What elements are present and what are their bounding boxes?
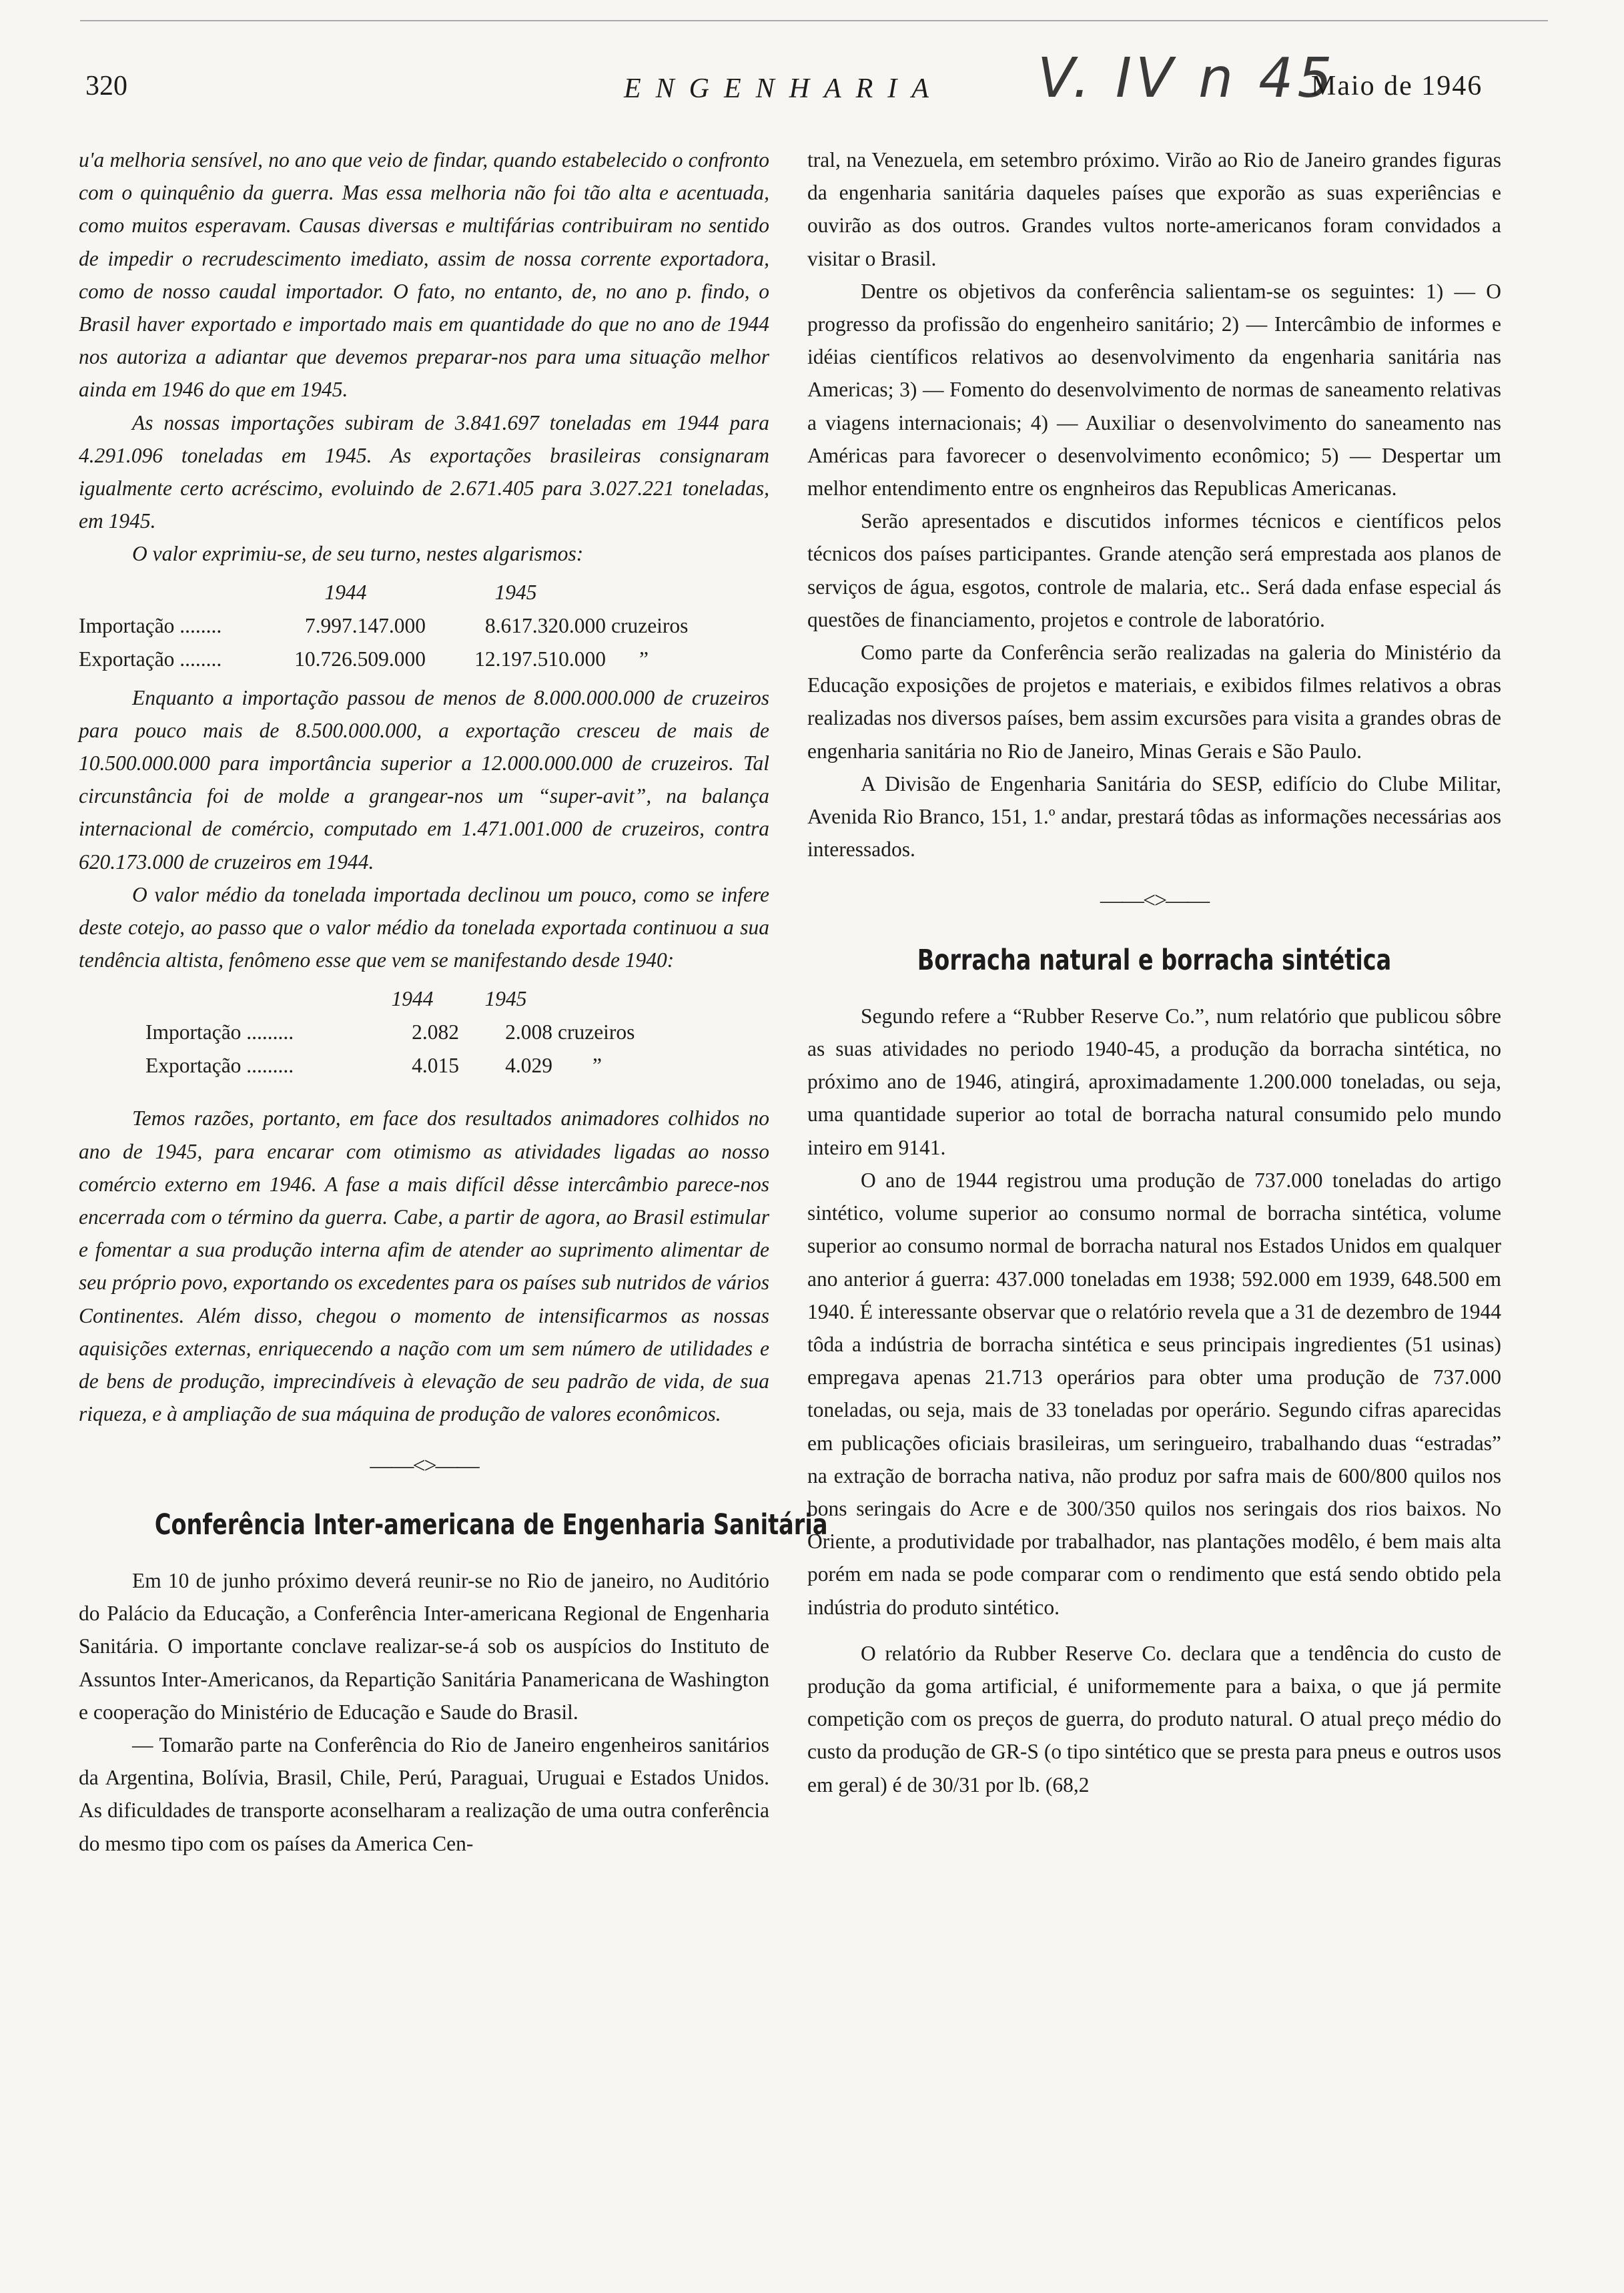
section-ornament: ——<>—— — [370, 1453, 478, 1478]
paragraph: Em 10 de junho próximo deverá reunir-se no Rio de janeiro, no Auditório do Palácio da Educação, a Conferência Inter-americana Regional de Engenharia Sanitária. O importante conclave realizar-se-á sob os auspícios do Instituto de Assuntos Inter-Americanos, da Repartição Sanitária Panamericana de Washington e cooperação do Ministério de Educação e Saude do Brasil. — [79, 1568, 769, 1724]
value-cell: 12.197.510.000 — [474, 647, 606, 671]
section-title: Conferência Inter-americana de Engenharia Sanitária — [154, 1508, 828, 1542]
row-label: Exportação ........ — [79, 647, 222, 671]
page-number: 320 — [85, 71, 127, 101]
table-header-cell: 1944 — [391, 987, 434, 1011]
paragraph: O valor médio da tonelada importada declinou um pouco, como se infere deste cotejo, ao passo que o valor médio da tonelada exportada continuou a sua tendência altista, fenômeno esse que vem se manifestando desde 1940: — [79, 882, 769, 972]
paragraph: Dentre os objetivos da conferência salientam-se os seguintes: 1) — O progresso da profissão do engenheiro sanitário; 2) — Intercâmbio de informes e idéias científicos relativos ao desenvolvimento da engenharia sanitária nas Americas; 3) — Fomento do desenvolvimento de normas de saneamento relativas a viagens internacionais; 4) — Auxiliar o desenvolvimento do saneamento nas Américas para favorecer o desenvolvimento econômico; 5) — Despertar um melhor entendimento entre os engnheiros das Republicas Americanas. — [807, 279, 1501, 501]
table-header-cell — [145, 982, 366, 1015]
paragraph: O valor exprimiu-se, de seu turno, nestes algarismos: — [132, 542, 584, 566]
table-header-cell: 1945 — [484, 987, 527, 1011]
table-header-cell: 1945 — [494, 581, 537, 605]
table-row — [79, 609, 769, 643]
paragraph: Enquanto a importação passou de menos de 8.000.000.000 de cruzeiros para pouco mais de 8.500.000.000, a exportação cresceu de mais de 10.500.000.000 para importância superior a 12.000.000.000 de cruzeiros. Tal circunstância foi de molde a grangear-nos um “super-avit”, na balança internacional de comércio, computado em 1.471.001.000 de cruzeiros, contra 620.173.000 de cruzeiros em 1944. — [79, 685, 769, 874]
value-cell: 2.008 — [505, 1020, 552, 1044]
unit-cell: cruzeiros — [611, 614, 689, 638]
section-title: Borracha natural e borracha sintética — [917, 943, 1392, 977]
table-row — [79, 643, 769, 676]
paragraph: As nossas importações subiram de 3.841.697 toneladas em 1944 para 4.291.096 toneladas em 1945. As exportações brasileiras consignaram igualmente certo acréscimo, evoluindo de 2.671.405 para 3.027.221 toneladas, em 1945. — [79, 410, 769, 533]
paragraph: Segundo refere a “Rubber Reserve Co.”, num relatório que publicou sôbre as suas atividades no periodo 1940-45, a produção da borracha sintética, no próximo ano de 1946, atingirá, aproximadamente 1.200.000 toneladas, ou seja, uma quantidade superior ao total de borracha natural consumido pelo mundo inteiro em 9141. — [807, 1004, 1501, 1159]
handwritten-annotation: V. IV n 45 — [1038, 47, 1336, 110]
row-label: Importação ......... — [145, 1020, 294, 1044]
paragraph: Serão apresentados e discutidos informes técnicos e científicos pelos técnicos dos países participantes. Grande atenção será emprestada aos planos de serviços de água, esgotos, controle de malaria, etc.. Será dada enfase especial ás questões de financiamento, projetos e controle de laboratório. — [807, 509, 1501, 631]
table-header-row — [79, 576, 769, 609]
table-header-cell — [606, 576, 769, 609]
section-ornament: ——<>—— — [1100, 888, 1209, 914]
table-header-cell: 1944 — [324, 581, 367, 605]
left-column — [79, 143, 828, 1860]
value-cell: 7.997.147.000 — [304, 614, 426, 638]
issue-date: Maio de 1946 — [1311, 71, 1483, 101]
table-header-cell — [79, 576, 266, 609]
value-cell: 2.082 — [412, 1020, 459, 1044]
unit-cell: ” — [592, 1054, 602, 1078]
journal-title: ENGENHARIA — [624, 73, 943, 104]
paragraph: Temos razões, portanto, em face dos resultados animadores colhidos no ano de 1945, para encarar com otimismo as atividades ligadas ao nosso comércio externo em 1946. A fase a mais difícil dêsse intercâmbio parece-nos encerrada com o término da guerra. Cabe, a partir de agora, ao Brasil estimular e fomentar a sua produção interna afim de atender ao suprimento alimentar de seu próprio povo, exportando os excedentes para os países sub nutridos de vários Continentes. Além disso, chegou o momento de intensificarmos as nossas aquisições externas, enriquecendo a nação com um sem número de utilidades e de bens de produção, imprecindíveis à elevação de seu padrão de vida, de sua riqueza, e à ampliação de sua máquina de produção de valores econômicos. — [79, 1106, 769, 1426]
paragraph: O ano de 1944 registrou uma produção de 737.000 toneladas do artigo sintético, volume superior ao consumo normal de borracha sintética, volume superior ao consumo normal de borracha natural nos Estados Unidos em qualquer ano anterior á guerra: 437.000 toneladas em 1938; 592.000 em 1939, 648.500 em 1940. É interessante observar que o relatório revela que a 31 de dezembro de 1944 tôda a indústria de borracha sintética e seus principais ingredientes (51 usinas) empregava apenas 21.713 operários para obter uma produção de 737.000 toneladas, ou seja, mais de 33 toneladas por operário. Segundo cifras aparecidas em publicações oficiais brasileiras, um seringueiro, trabalhando duas “estradas” na extração de borracha nativa, não produz por safra mais de 600/800 quilos nos bons seringais do Acre e de 300/350 quilos nos seringais dos rios baixos. No Oriente, a produtividade por trabalhador, nas plantações modêlo, é bem mais alta porém em nada se pode comparar com o rendimento que está sendo obtido pela indústria do produto sintético. — [807, 1168, 1501, 1619]
unit-cell: cruzeiros — [558, 1020, 635, 1044]
unit-cell: ” — [639, 647, 649, 671]
value-cell: 4.029 — [505, 1054, 552, 1078]
table-header-cell — [552, 982, 635, 1015]
average-value-table — [145, 982, 635, 1082]
table-row — [145, 1048, 635, 1082]
paragraph: O relatório da Rubber Reserve Co. declara que a tendência do custo de produção da goma artificial, é uniformemente para a baixa, o que já permite competição com os preços de guerra, do produto natural. O atual preço médio do custo da produção de GR-S (o tipo sintético que se presta para pneus e outros usos em geral) é de 30/31 por lb. (68,2 — [807, 1641, 1501, 1796]
right-column — [807, 143, 1501, 1801]
table-header-row — [145, 982, 635, 1015]
paragraph: u'a melhoria sensível, no ano que veio de findar, quando estabelecido o confronto com o quinquênio da guerra. Mas essa melhoria não foi tão alta e acentuada, como muitos esperavam. Causas diversas e multifárias contribuiram no sentido de impedir o recrudescimento imediato, assim de nossa corrente exportadora, como de nosso caudal importador. O fato, no entanto, de, no ano p. findo, o Brasil haver exportado e importado mais em quantidade do que no ano de 1944 nos autoriza a adiantar que devemos preparar-nos para uma situação melhor ainda em 1946 do que em 1945. — [79, 148, 769, 402]
value-cell: 10.726.509.000 — [294, 647, 426, 671]
value-cell: 4.015 — [412, 1054, 459, 1078]
top-rule — [80, 20, 1548, 21]
paragraph: tral, na Venezuela, em setembro próximo. Virão ao Rio de Janeiro grandes figuras da engenharia sanitária daqueles países que exporão as suas experiências e ouvirão as dos outros. Grandes vultos norte-americanos foram convidados a visitar o Brasil. — [807, 148, 1501, 270]
page-header — [0, 47, 1624, 123]
paragraph: — Tomarão parte na Conferência do Rio de Janeiro engenheiros sanitários da Argentina, Bolívia, Brasil, Chile, Perú, Paraguai, Uruguai e Estados Unidos. As dificuldades de transporte aconselharam a realização de uma outra conferência do mesmo tipo com os países da America Cen- — [79, 1732, 769, 1855]
paragraph: A Divisão de Engenharia Sanitária do SESP, edifício do Clube Militar, Avenida Rio Branco, 151, 1.º andar, prestará tôdas as informações necessárias aos interessados. — [807, 771, 1501, 862]
value-cell: 8.617.320.000 — [484, 614, 606, 638]
table-row — [145, 1015, 635, 1048]
trade-value-table — [79, 576, 769, 676]
row-label: Importação ........ — [79, 614, 222, 638]
row-label: Exportação ......... — [145, 1054, 294, 1078]
paragraph: Como parte da Conferência serão realizadas na galeria do Ministério da Educação exposições de projetos e materiais, e exibidos filmes relativos a obras realizadas nos diversos países, bem assim excursões para visita a grandes obras de engenharia sanitária no Rio de Janeiro, Minas Gerais e São Paulo. — [807, 641, 1501, 763]
